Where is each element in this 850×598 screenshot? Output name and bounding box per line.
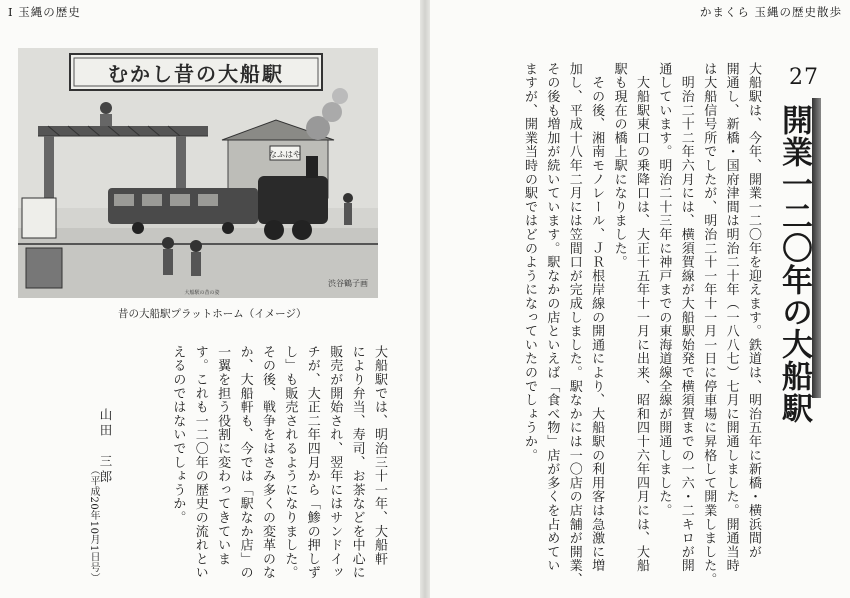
article-body-right: 大船駅は、今年、開業一二〇年を迎えます。鉄道は、明治五年に新橋・横浜間が 開通し、新橋・国府津間は明治二十年（一八八七）七月に開通しました。開通当時 は大船信号所でしたが、明治二十一年十一月一日に停車場に昇格して開業しました。 明治二十二年六月には、横須賀線が大船駅始発で横須賀までの一六・二キロが開 通しています。明治二十三年に神戸までの東海道線全線が開通しました。 大船駅東口の乗降口は、大正十五年十一月に出来、昭和四十六年四月には、大船 駅も現在の橋上駅になりました。 その後、湘南モノレール、ＪＲ根岸線の開通により、大船駅の利用客は急激に増 加し、平成十八年二月には笠間口が完成しました。駅なかには一〇店の店舗が開業、 その後も増加が続いています。駅なかの店といえば「食べ物」店が多くを占めてい ますが、開業当時の駅ではどのようになっていたのでしょうか。 (521, 62, 761, 587)
author-name: 山田 三郎 (98, 408, 113, 486)
running-header-right: かまくら 玉縄の歴史散歩 (699, 5, 842, 19)
illustration-drawing (18, 48, 378, 298)
sign-text: むかし昔の大船駅 (108, 62, 284, 86)
station-illustration (18, 48, 378, 298)
illustration-tiny-label: 大船駅の昔の姿 (184, 290, 220, 296)
station-board-text: なふはや (269, 150, 301, 159)
chapter-number: 27 (789, 65, 819, 90)
publication-date: （平成20年10月1日号） (88, 465, 99, 584)
book-gutter (420, 0, 430, 598)
chapter-heading (776, 60, 832, 96)
running-header-left: Ⅰ 玉縄の歴史 (8, 5, 81, 19)
chapter-title: 開業一二〇年の大船駅 (776, 104, 812, 424)
article-body-left: 大船駅では、明治三十一年、大船軒 により弁当、寿司、お茶などを中心に 販売が開始され、翌年にはサンドイッ チが、大正二年四月から「鯵の押しず し」も販売されるようになりました。 その後、戦争をはさみ多くの変革のな か、大船軒も、今では「駅なか店」の 一翼を担う役割に変わってきていま す。これも一二〇年の歴史の流れとい えるのではないでしょうか。 (170, 345, 387, 580)
illustration-caption: 昔の大船駅プラットホーム（イメージ） (118, 308, 307, 320)
chapter-title-bar (812, 98, 821, 398)
artist-signature: 渋谷鶴子画 (328, 279, 368, 288)
